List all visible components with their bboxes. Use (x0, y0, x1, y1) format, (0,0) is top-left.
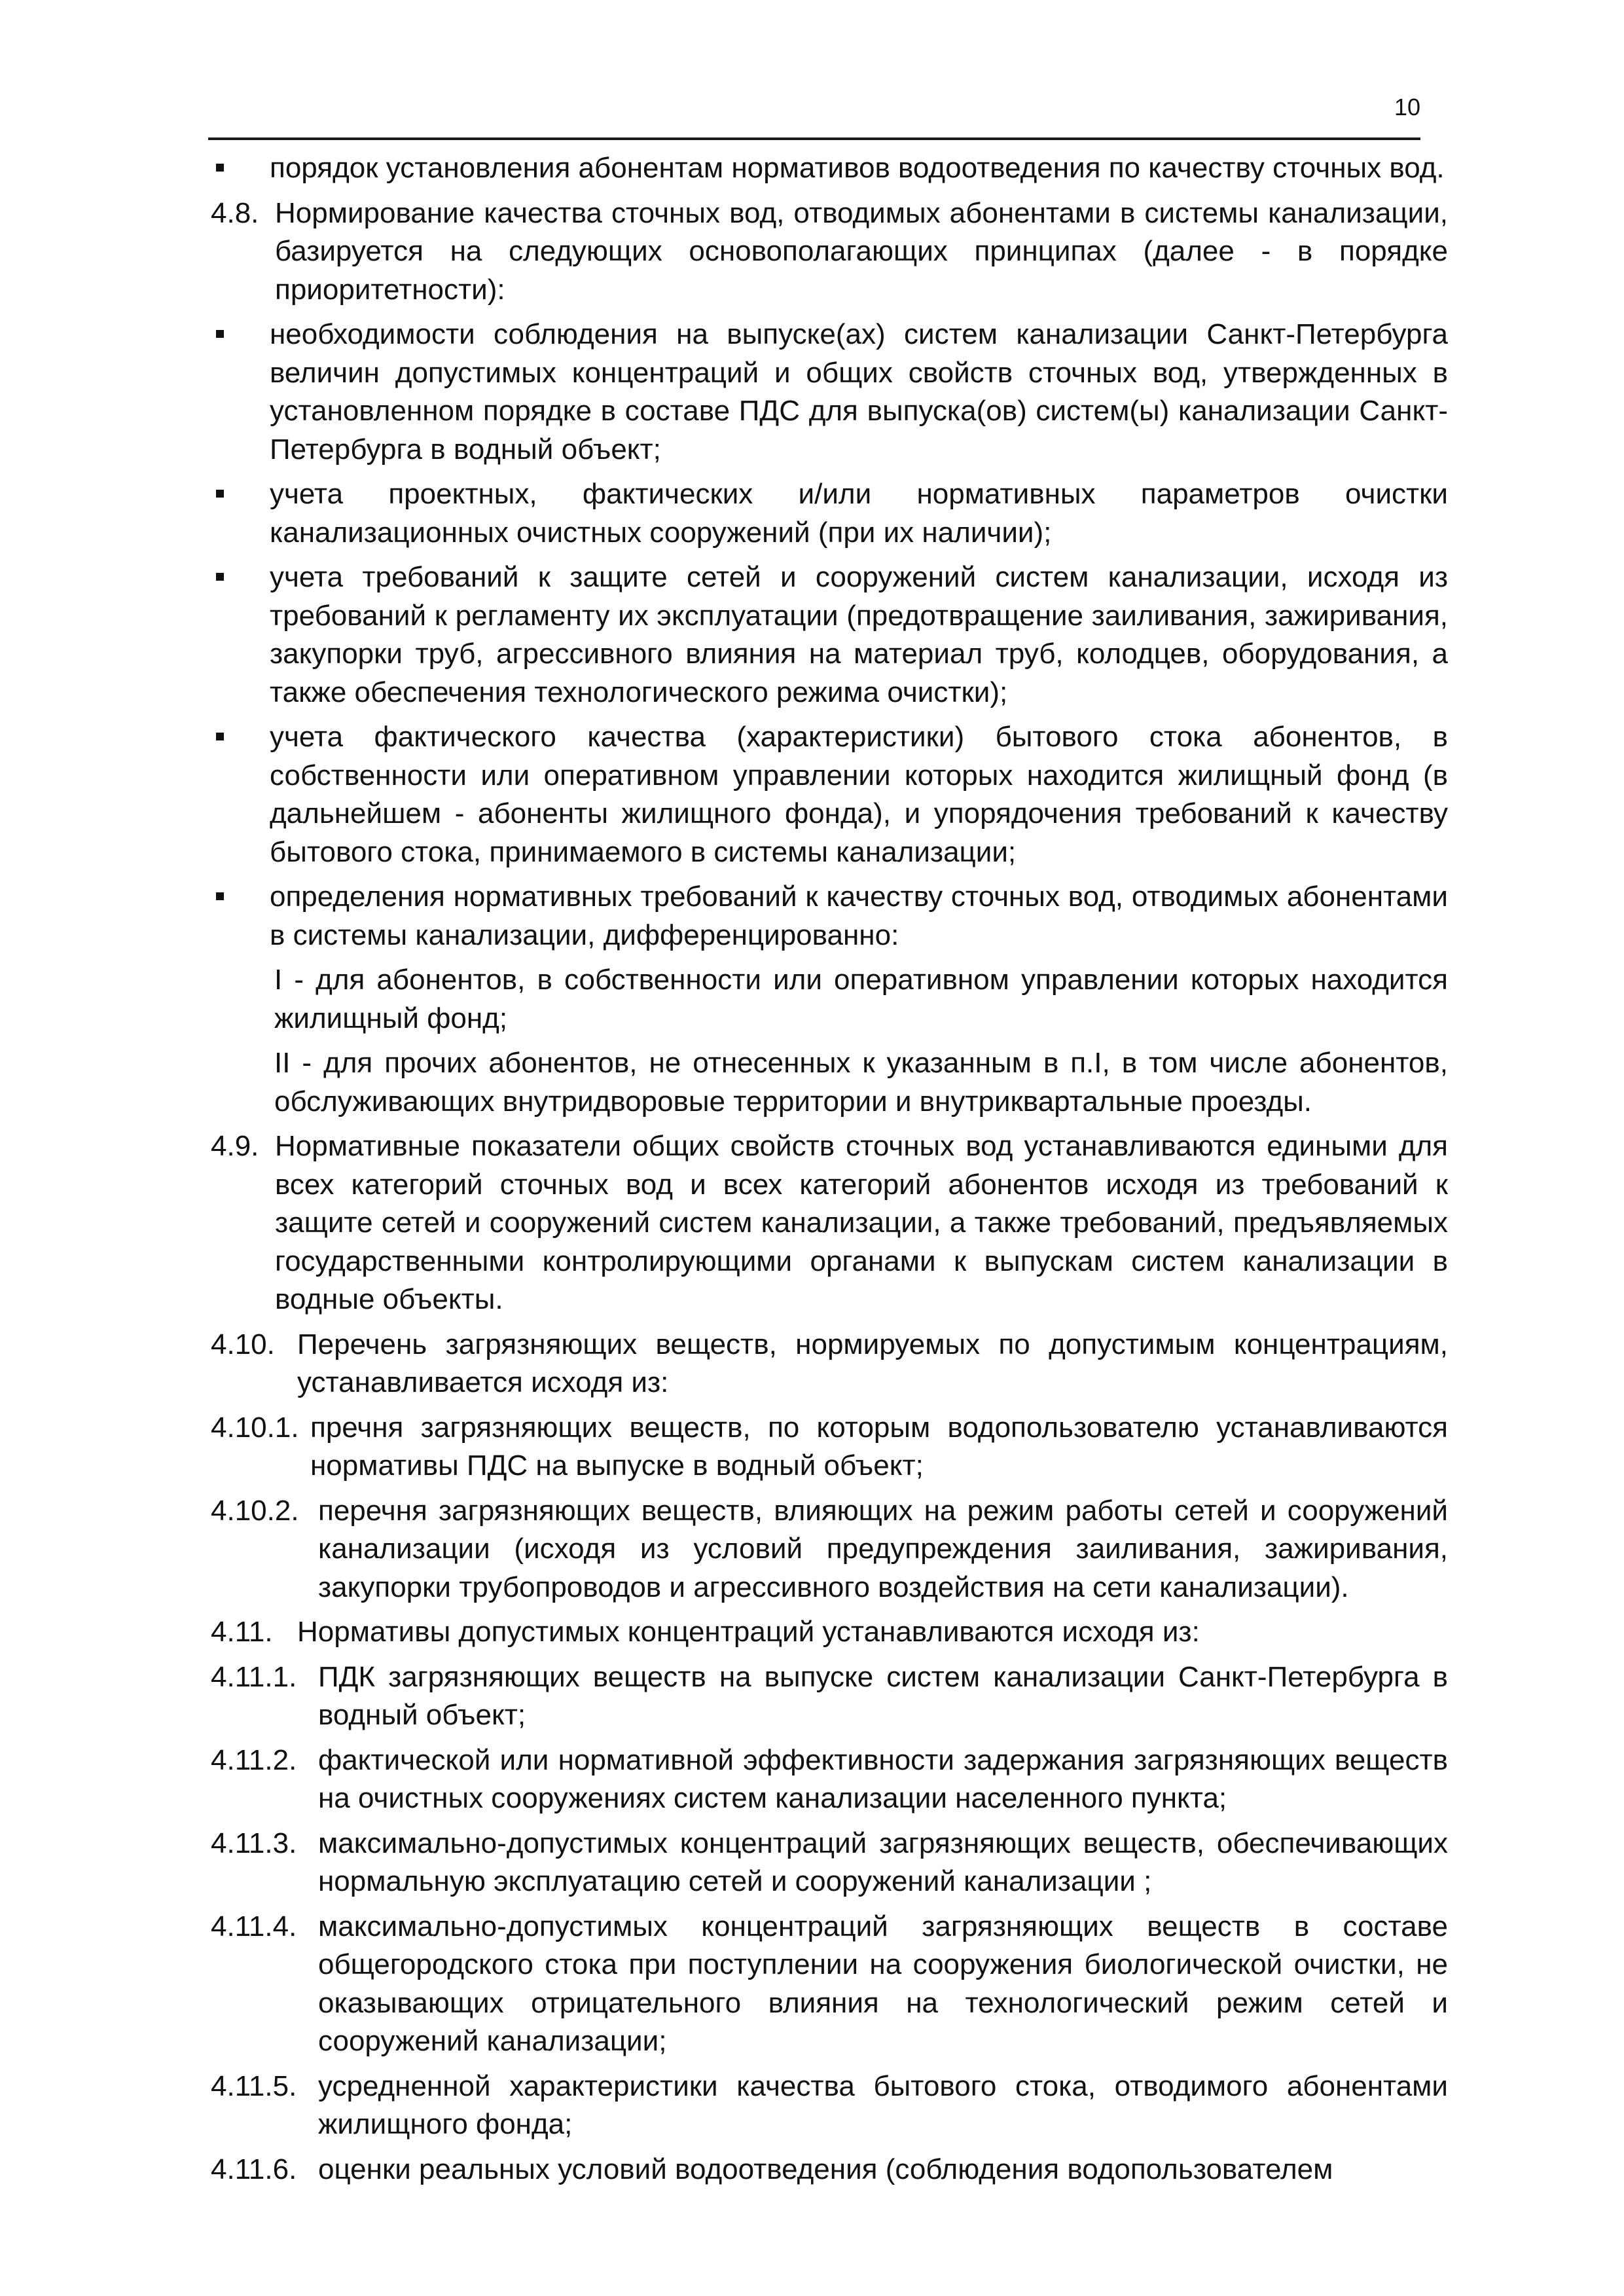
clause-text: максимально-допустимых концентраций загрязняющих веществ, обеспечивающих нормальную эксплуатацию сетей и сооружений канализации ; (318, 1827, 1448, 1897)
clause-4-11-4 (211, 1908, 1448, 2061)
clause-text: Нормативы допустимых концентраций устанавливаются исходя из: (297, 1616, 1200, 1648)
bullet-item (211, 149, 1448, 188)
bullet-text: определения нормативных требований к качеству сточных вод, отводимых абонентами в системы канализации, дифференцированно: (270, 881, 1448, 951)
bullet-marker (211, 316, 270, 469)
clause-text: Нормативные показатели общих свойств сточных вод устанавливаются едиными для всех категорий сточных вод и всех категорий абонентов исходя из требований к защите сетей и сооружений систем канализации, а также требований, предъявляемых государственными контролирующими органами к выпускам систем канализации в водные объекты. (275, 1130, 1448, 1315)
clause-4-8 (211, 194, 1448, 310)
clause-4-11-1 (211, 1658, 1448, 1735)
bullet-marker (211, 558, 270, 712)
clause-text: перечня загрязняющих веществ, влияющих на режим работы сетей и сооружений канализации (исходя из условий предупреждения заиливания, зажиривания, закупорки трубопроводов и агрессивного воздействия на сети канализации). (318, 1494, 1448, 1603)
bullet-marker (211, 878, 270, 955)
clause-4-11-5 (211, 2068, 1448, 2144)
header-rule (208, 137, 1420, 140)
clause-number: 4.11.5. (211, 2069, 297, 2102)
bullet-text: учета фактического качества (характеристики) бытового стока абонентов, в собственности или оперативном управлении которых находится жилищный фонд (в дальнейшем - абоненты жилищного фонда), и упорядочения требований к качеству бытового стока, принимаемого в системы канализации; (270, 721, 1448, 868)
bullet-marker (211, 475, 270, 552)
clause-number: 4.10. (211, 1328, 275, 1360)
page-number: 10 (1394, 94, 1420, 120)
clause-number: 4.11.6. (211, 2153, 297, 2185)
clause-text: Нормирование качества сточных вод, отводимых абонентами в системы канализации, базируется на следующих основополагающих принципах (далее - в порядке приоритетности): (275, 196, 1448, 306)
clause-4-10-2 (211, 1492, 1448, 1607)
clause-text: максимально-допустимых концентраций загрязняющих веществ в составе общегородского стока при поступлении на сооружения биологической очистки, не оказывающих отрицательного влияния на технологический режим сетей и сооружений канализации; (318, 1910, 1448, 2057)
clause-text: Перечень загрязняющих веществ, нормируемых по допустимым концентрациям, устанавливается исходя из: (297, 1328, 1448, 1398)
bullet-text: необходимости соблюдения на выпуске(ах) систем канализации Санкт-Петербурга величин допустимых концентраций и общих свойств сточных вод, утвержденных в установленном порядке в составе ПДС для выпуска(ов) систем(ы) канализации Санкт-Петербурга в водный объект; (270, 318, 1448, 465)
bullet-item (211, 316, 1448, 469)
clause-number: 4.9. (211, 1130, 259, 1162)
clause-text: пречня загрязняющих веществ, по которым водопользователю устанавливаются нормативы ПДС на выпуске в водный объект; (310, 1411, 1448, 1482)
clause-number: 4.11.3. (211, 1827, 297, 1859)
bullet-marker (211, 149, 270, 188)
clause-number: 4.11.2. (211, 1743, 297, 1776)
clause-number: 4.10.1. (211, 1411, 299, 1444)
clause-number: 4.10.2. (211, 1494, 299, 1527)
clause-text: фактической или нормативной эффективности задержания загрязняющих веществ на очистных сооружениях систем канализации населенного пункта; (318, 1743, 1448, 1814)
sub-item-1: I - для абонентов, в собственности или оперативном управлении которых находится жилищный фонд; (274, 964, 1448, 1034)
clause-number: 4.8. (211, 196, 259, 229)
bullet-marker (211, 718, 270, 871)
clause-text: усредненной характеристики качества бытового стока, отводимого абонентами жилищного фонда; (318, 2069, 1448, 2140)
clause-4-11-6 (211, 2151, 1448, 2189)
clause-number: 4.11. (211, 1616, 273, 1648)
clause-4-11 (211, 1613, 1448, 1652)
clause-4-9 (211, 1127, 1448, 1319)
bullet-text: учета требований к защите сетей и сооружений систем канализации, исходя из требований к регламенту их эксплуатации (предотвращение заиливания, зажиривания, закупорки труб, агрессивного влияния на материал труб, колодцев, оборудования, а также обеспечения технологического режима очистки); (270, 561, 1448, 708)
clause-4-11-3 (211, 1825, 1448, 1901)
bullet-item (211, 718, 1448, 871)
clause-number: 4.11.1. (211, 1660, 297, 1693)
bullet-item (211, 558, 1448, 712)
clause-4-10 (211, 1326, 1448, 1402)
sub-item-2: II - для прочих абонентов, не отнесенных к указанным в п.I, в том числе абонентов, обслуживающих внутридворовые территории и внутриквартальные проезды. (274, 1047, 1448, 1118)
clause-4-11-2 (211, 1741, 1448, 1818)
bullet-text: порядок установления абонентам нормативов водоотведения по качеству сточных вод. (270, 152, 1445, 184)
clause-number: 4.11.4. (211, 1910, 297, 1942)
clause-text: оценки реальных условий водоотведения (соблюдения водопользователем (318, 2153, 1333, 2185)
clause-4-10-1 (211, 1409, 1448, 1485)
bullet-item (211, 878, 1448, 955)
document-body (211, 149, 1448, 2189)
bullet-item (211, 475, 1448, 552)
clause-text: ПДК загрязняющих веществ на выпуске систем канализации Санкт-Петербурга в водный объект; (318, 1660, 1448, 1731)
bullet-text: учета проектных, фактических и/или нормативных параметров очистки канализационных очистных сооружений (при их наличии); (270, 478, 1448, 549)
